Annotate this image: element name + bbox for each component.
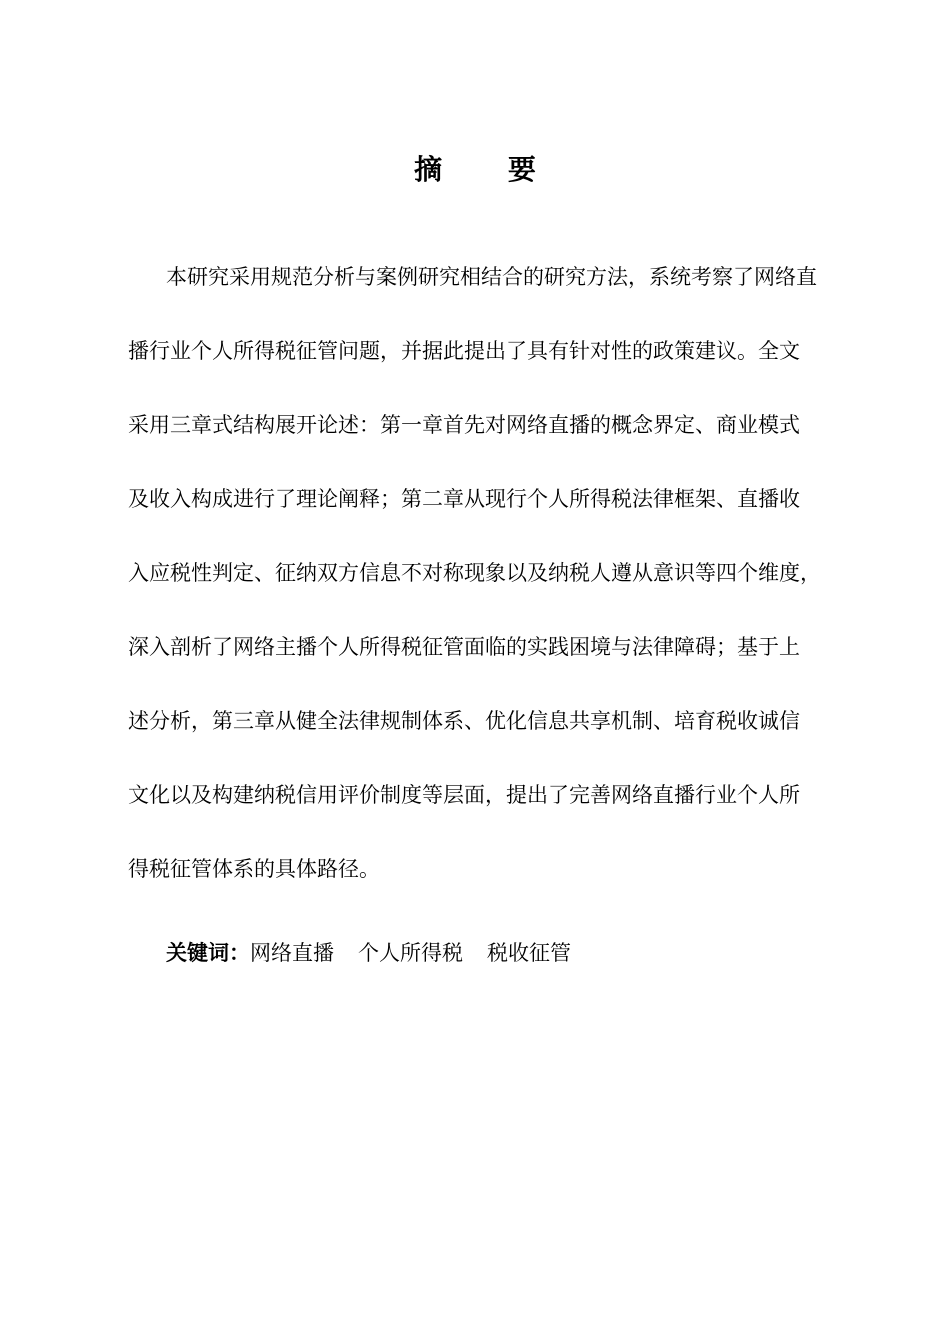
keyword-item: 个人所得税 — [358, 941, 463, 965]
abstract-line: 播行业个人所得税征管问题，并据此提出了具有针对性的政策建议。全文 — [128, 339, 800, 363]
keyword-item: 税收征管 — [487, 941, 571, 965]
keywords-line — [166, 935, 595, 971]
abstract-line: 及收入构成进行了理论阐释；第二章从现行个人所得税法律框架、直播收 — [128, 487, 800, 511]
keywords-label: 关键词： — [166, 941, 250, 965]
keyword-item: 网络直播 — [250, 941, 334, 965]
abstract-body — [128, 240, 858, 906]
abstract-line: 述分析，第三章从健全法律规制体系、优化信息共享机制、培育税收诚信 — [128, 709, 800, 733]
page-title: 摘 要 — [414, 153, 564, 186]
abstract-line: 文化以及构建纳税信用评价制度等层面，提出了完善网络直播行业个人所 — [128, 783, 800, 807]
abstract-line: 本研究采用规范分析与案例研究相结合的研究方法，系统考察了网络直 — [166, 265, 817, 289]
abstract-line: 深入剖析了网络主播个人所得税征管面临的实践困境与法律障碍；基于上 — [128, 635, 800, 659]
abstract-line: 入应税性判定、征纳双方信息不对称现象以及纳税人遵从意识等四个维度， — [128, 561, 821, 585]
abstract-line: 采用三章式结构展开论述：第一章首先对网络直播的概念界定、商业模式 — [128, 413, 800, 437]
abstract-line: 得税征管体系的具体路径。 — [128, 857, 380, 881]
